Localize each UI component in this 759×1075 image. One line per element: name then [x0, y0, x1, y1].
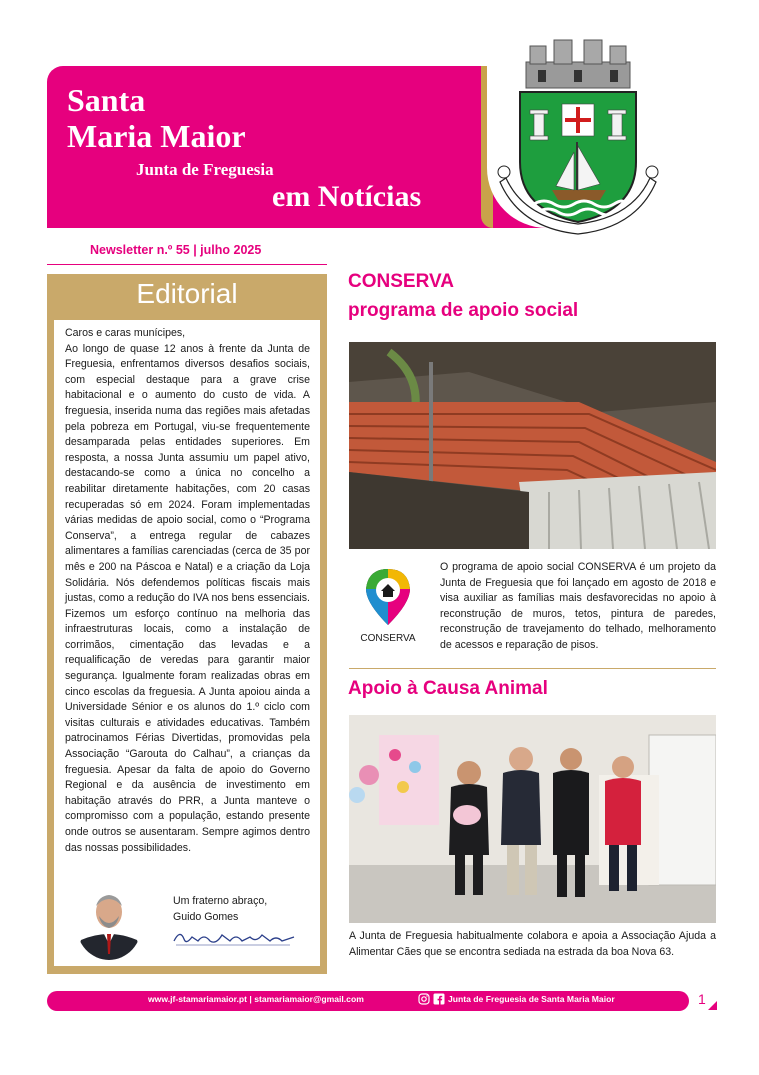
conserva-subheading: programa de apoio social [348, 300, 579, 321]
instagram-icon[interactable] [418, 993, 430, 1005]
editorial-salutation: Caros e caras munícipes, [65, 327, 186, 339]
page-corner-mark [708, 1001, 717, 1010]
editorial-paragraph: Ao longo de quase 12 anos à frente da Junta de Freguesia, enfrentamos diversos desafios sociais, com especial destaque para a grave crise habitacional e o aumento do custo de vida. A freguesia, inserida numa das regiões mais afetadas pela pobreza em Portugal, viu-se frequentemente desamparada pelas entidades superiores. Em resposta, a nossa Junta assumiu um papel ativo, destacando-se como a única no concelho a reabilitar diretamente habitações, com 20 casas recuperadas só em 2024. Foram implementadas várias medidas de apoio social, como o “Programa Conserva”, a entrega regular de cabazes alimentares a famílias carenciadas (cerca de 35 por mês e 200 na Páscoa e Natal) e a criação da Loja Solidária. Nós defendemos políticas fiscais mais justas, como a redução do IVA nos bens essenciais. Fizemos um esforço contínuo na melhoria das infraestruturas locais, como a instalação de corrimãos, cimentação das levadas e a requalificação de veredas para garantir maior segurança. Igualmente foram realizadas obras em cinco escolas da freguesia. A Junta apoiou ainda a Universidade Sénior e os alunos do 1.º ciclo com visitas culturais e atividades educativas. Também patrocinamos Férias Divertidas, promovidas pela Associação “Garouta do Calhau”, a crianças da freguesia. Apesar da falta de apoio do Governo Regional e da ausência de investimento em habitação através do PRR, a Junta manteve o compromisso com a população, estando presente onde outros se ausentaram. Sempre agimos dentro das nossas possibilidades. [65, 342, 310, 854]
page-number: 1 [698, 991, 706, 1007]
conserva-heading: CONSERVA [348, 271, 454, 292]
conserva-body: O programa de apoio social CONSERVA é um projeto da Junta de Freguesia que foi lançado em agosto de 2018 e visa auxiliar as famílias mais desfavorecidas no apoio à reconstrução de muros, tetos, pintura de paredes, reconstrução de travejamento do telhado, melhoramento de acessos e reparação de pisos. [440, 561, 716, 651]
roof-repair-photo [349, 342, 716, 549]
coat-of-arms-image [490, 32, 666, 236]
editorial-closing: Um fraterno abraço, [173, 895, 268, 907]
masthead-title-line3: Junta de Freguesia [136, 160, 274, 179]
editorial-body [65, 326, 310, 856]
conserva-logo-label: CONSERVA [360, 633, 416, 644]
handwritten-signature-image [170, 927, 300, 949]
section-divider [349, 668, 716, 669]
masthead-title-line1: Santa [67, 82, 146, 118]
animal-association-photo [349, 715, 716, 923]
animal-body: A Junta de Freguesia habitualmente colabora e apoia a Associação Ajuda a Alimentar Cães que se encontra sediada na estrada da boa Nova 63. [349, 930, 716, 958]
footer-social-label: Junta de Freguesia de Santa Maria Maior [448, 994, 615, 1004]
editorial-title: Editorial [136, 278, 238, 309]
newsletter-issue-label: Newsletter n.º 55 | julho 2025 [90, 243, 262, 257]
issue-divider [47, 264, 327, 265]
signer-portrait-image [75, 884, 143, 960]
masthead-title-line4: em Notícias [272, 180, 422, 213]
editorial-signer: Guido Gomes [173, 911, 239, 923]
conserva-logo-image [356, 565, 420, 649]
masthead-title-line2: Maria Maior [67, 118, 246, 154]
footer-contact[interactable]: www.jf-stamariamaior.pt | stamariamaior@gmail.com [148, 994, 364, 1004]
footer-social[interactable] [418, 993, 615, 1005]
animal-heading: Apoio à Causa Animal [348, 678, 548, 699]
editorial-signoff [173, 893, 267, 925]
facebook-icon[interactable] [433, 993, 445, 1005]
